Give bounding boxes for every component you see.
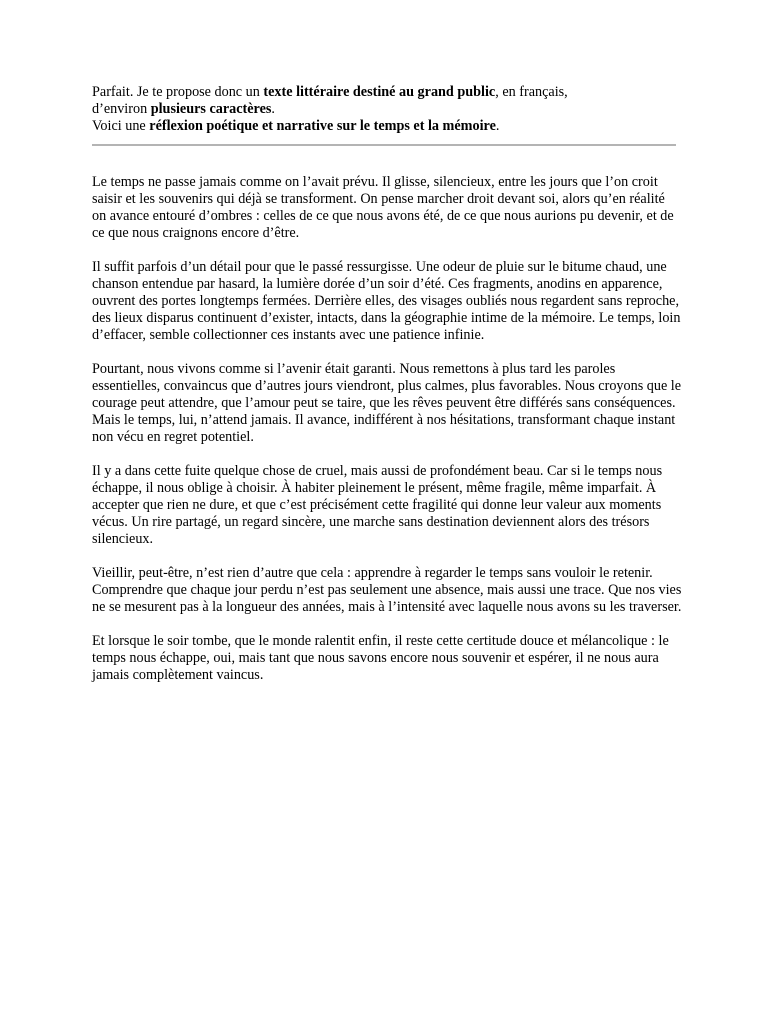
paragraph: Le temps ne passe jamais comme on l’avait prévu. Il glisse, silencieux, entre les jours que l’on croit saisir et les souvenirs qui déjà se transforment. On pense marcher droit devant soi, alors qu’en réalité on avance entouré d’ombres : celles de ce que nous avons été, de ce que nous aurions pu devenir, et de ce que nous craignons encore d’être. (92, 174, 674, 241)
paragraph: Vieillir, peut-être, n’est rien d’autre que cela : apprendre à regarder le temps sans vouloir le retenir. Comprendre que chaque jour perdu n’est pas seulement une absence, mais aussi une trace. Que nos vies ne se mesurent pas à la longueur des années, mais à l’intensité avec laquelle nous avons su les traverser. (92, 565, 682, 615)
intro-text: d’environ (92, 101, 151, 117)
body-text (92, 174, 684, 684)
intro-text: Parfait. Je te propose donc un (92, 84, 264, 100)
intro-line-2 (92, 101, 684, 118)
intro-bold-text: texte littéraire destiné au grand public (263, 84, 496, 100)
intro-text: . (495, 118, 500, 134)
intro-text: Voici une (92, 118, 150, 134)
horizontal-divider (92, 144, 676, 146)
intro-text: , en français, (495, 84, 568, 100)
document-page (92, 84, 684, 701)
intro-text: . (271, 101, 275, 117)
paragraph: Pourtant, nous vivons comme si l’avenir était garanti. Nous remettons à plus tard les paroles essentielles, convaincus que d’autres jours viendront, plus calmes, plus favorables. Nous croyons que le courage peut attendre, que l’amour peut se taire, que les rêves peuvent être différés sans conséquences. Mais le temps, lui, n’attend jamais. Il avance, indifférent à nos hésitations, transformant chaque instant non vécu en regret potentiel. (92, 361, 682, 445)
paragraph: Et lorsque le soir tombe, que le monde ralentit enfin, il reste cette certitude douce et mélancolique : le temps nous échappe, oui, mais tant que nous savons encore nous souvenir et espérer, il ne nous aura jamais complètement vaincus. (92, 633, 669, 683)
intro-line-3 (92, 118, 684, 135)
intro-bold-text: plusieurs caractères (150, 101, 272, 117)
intro-bold-text: réflexion poétique et narrative sur le temps et la mémoire (149, 118, 496, 134)
intro-line-1 (92, 84, 684, 101)
intro-block (92, 84, 684, 135)
paragraph: Il suffit parfois d’un détail pour que le passé ressurgisse. Une odeur de pluie sur le bitume chaud, une chanson entendue par hasard, la lumière dorée d’un soir d’été. Ces fragments, anodins en apparence, ouvrent des portes longtemps fermées. Derrière elles, des visages oubliés nous regardent sans reproche, des lieux disparus continuent d’exister, intacts, dans la géographie intime de la mémoire. Le temps, loin d’effacer, semble collectionner ces instants avec une patience infinie. (92, 259, 681, 343)
paragraph: Il y a dans cette fuite quelque chose de cruel, mais aussi de profondément beau. Car si le temps nous échappe, il nous oblige à choisir. À habiter pleinement le présent, même fragile, même imparfait. À accepter que rien ne dure, et que c’est précisément cette fragilité qui donne leur valeur aux moments vécus. Un rire partagé, un regard sincère, une marche sans destination deviennent alors des trésors silencieux. (92, 463, 663, 547)
